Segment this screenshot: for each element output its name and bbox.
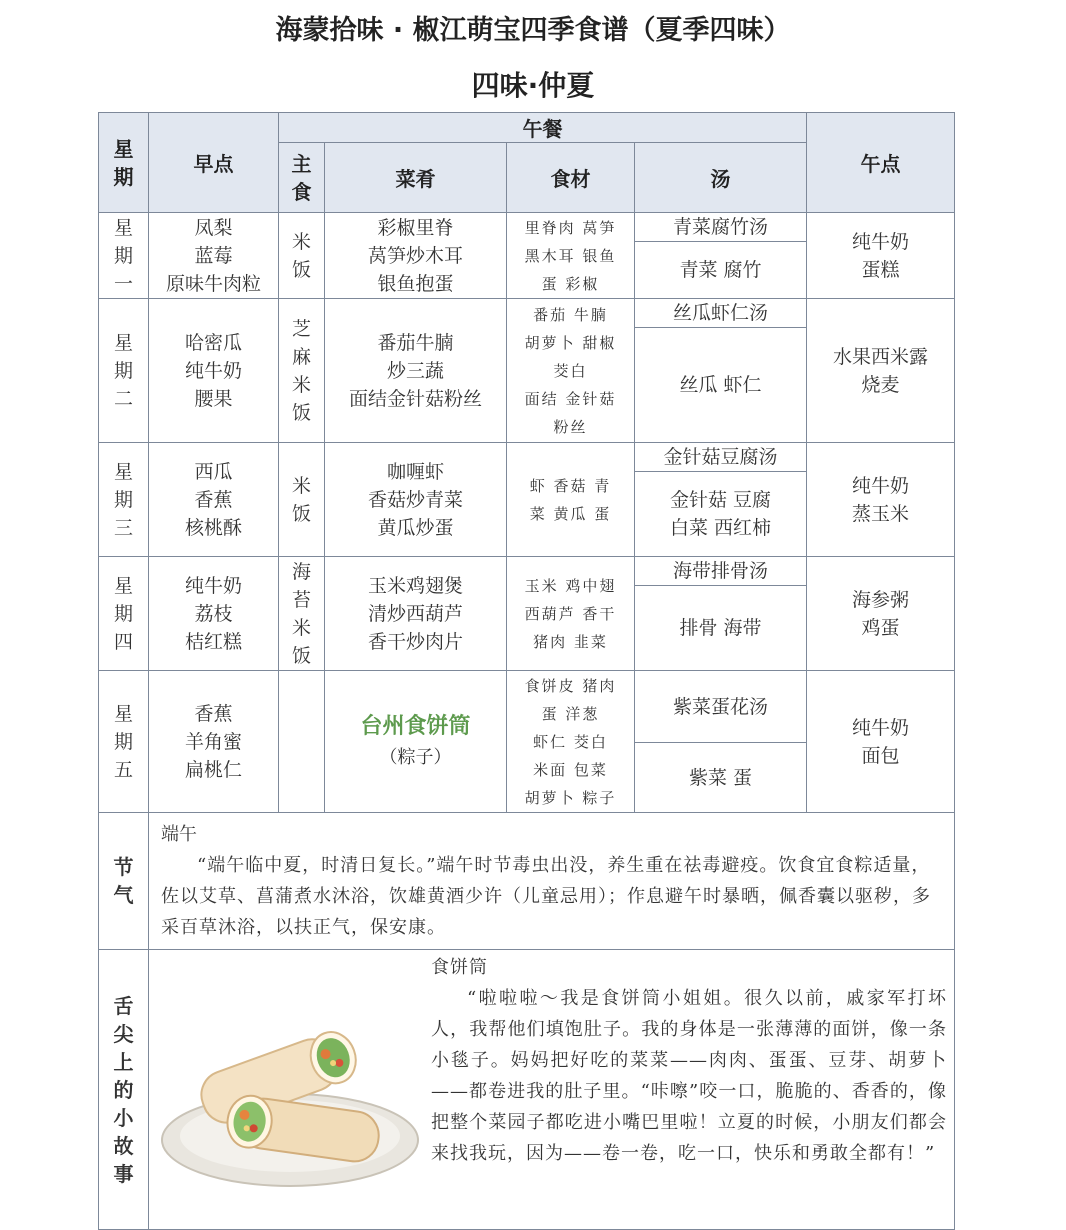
staple-cell: 米 饭 bbox=[279, 213, 325, 299]
soup-ingredients-cell: 紫菜 蛋 bbox=[635, 743, 807, 813]
dishes-cell: 彩椒里脊 莴笋炒木耳 银鱼抱蛋 bbox=[325, 213, 507, 299]
page-subtitle: 四味·仲夏 bbox=[471, 69, 595, 102]
breakfast-cell: 凤梨 蓝莓 原味牛肉粒 bbox=[149, 213, 279, 299]
day-cell: 星 期 二 bbox=[99, 299, 149, 443]
snack-cell: 纯牛奶 蛋糕 bbox=[807, 213, 955, 299]
staple-cell: 米 饭 bbox=[279, 443, 325, 557]
ingredients-cell: 里脊肉 莴笋 黑木耳 银鱼 蛋 彩椒 bbox=[507, 213, 635, 299]
breakfast-cell: 哈密瓜 纯牛奶 腰果 bbox=[149, 299, 279, 443]
ingredients-cell: 番茄 牛腩 胡萝卜 甜椒 茭白 面结 金针菇 粉丝 bbox=[507, 299, 635, 443]
staple-cell bbox=[279, 671, 325, 813]
staple-cell: 海 苔 米 饭 bbox=[279, 557, 325, 671]
soup-name-cell: 海带排骨汤 bbox=[635, 557, 807, 586]
soup-ingredients-cell: 青菜 腐竹 bbox=[635, 242, 807, 299]
featured-dish: 台州食饼筒 bbox=[360, 712, 471, 739]
header-staple: 主 食 bbox=[279, 143, 325, 213]
ingredients-cell: 虾 香菇 青 菜 黄瓜 蛋 bbox=[507, 443, 635, 557]
soup-name-cell: 金针菇豆腐汤 bbox=[635, 443, 807, 472]
day-cell: 星 期 一 bbox=[99, 213, 149, 299]
shibingtong-illustration bbox=[159, 1000, 421, 1190]
jieqi-content bbox=[149, 813, 955, 950]
story-title: 食饼筒 bbox=[431, 957, 488, 978]
story-content bbox=[149, 950, 955, 1230]
story-label: 舌 尖 上 的 小 故 事 bbox=[99, 950, 149, 1230]
soup-name-cell: 紫菜蛋花汤 bbox=[635, 671, 807, 743]
jieqi-body: “端午临中夏，时清日复长。”端午时节毒虫出没，养生重在祛毒避疫。饮食宜食粽适量，佐以艾草、菖蒲煮水沐浴，饮雄黄酒少许（儿童忌用）；作息避午时暴晒，佩香囊以驱秽，多采百草沐浴，以扶正气，保安康。 bbox=[161, 855, 931, 938]
dishes-cell: 咖喱虾 香菇炒青菜 黄瓜炒蛋 bbox=[325, 443, 507, 557]
page-title: 海蒙拾味 · 椒江萌宝四季食谱（夏季四味） bbox=[275, 15, 791, 46]
day-cell: 星 期 四 bbox=[99, 557, 149, 671]
soup-ingredients-cell: 金针菇 豆腐 白菜 西红柿 bbox=[635, 472, 807, 557]
snack-cell: 海参粥 鸡蛋 bbox=[807, 557, 955, 671]
day-cell: 星 期 五 bbox=[99, 671, 149, 813]
dishes-cell: 番茄牛腩 炒三蔬 面结金针菇粉丝 bbox=[325, 299, 507, 443]
breakfast-cell: 西瓜 香蕉 核桃酥 bbox=[149, 443, 279, 557]
soup-ingredients-cell: 丝瓜 虾仁 bbox=[635, 328, 807, 443]
soup-ingredients-cell: 排骨 海带 bbox=[635, 586, 807, 671]
jieqi-title: 端午 bbox=[161, 824, 197, 845]
featured-dish-note: （粽子） bbox=[379, 746, 452, 768]
header-snack: 午点 bbox=[807, 113, 955, 213]
snack-cell: 纯牛奶 面包 bbox=[807, 671, 955, 813]
snack-cell: 纯牛奶 蒸玉米 bbox=[807, 443, 955, 557]
dishes-cell: 玉米鸡翅煲 清炒西葫芦 香干炒肉片 bbox=[325, 557, 507, 671]
soup-name-cell: 丝瓜虾仁汤 bbox=[635, 299, 807, 328]
day-cell: 星 期 三 bbox=[99, 443, 149, 557]
breakfast-cell: 香蕉 羊角蜜 扁桃仁 bbox=[149, 671, 279, 813]
ingredients-cell: 食饼皮 猪肉 蛋 洋葱 虾仁 茭白 米面 包菜 胡萝卜 粽子 bbox=[507, 671, 635, 813]
header-breakfast: 早点 bbox=[149, 113, 279, 213]
header-ingredients: 食材 bbox=[507, 143, 635, 213]
soup-name-cell: 青菜腐竹汤 bbox=[635, 213, 807, 242]
breakfast-cell: 纯牛奶 荔枝 桔红糕 bbox=[149, 557, 279, 671]
header-soup: 汤 bbox=[635, 143, 807, 213]
menu-table bbox=[98, 112, 955, 1230]
ingredients-cell: 玉米 鸡中翅 西葫芦 香干 猪肉 韭菜 bbox=[507, 557, 635, 671]
staple-cell: 芝 麻 米 饭 bbox=[279, 299, 325, 443]
dishes-cell bbox=[325, 671, 507, 813]
header-day: 星 期 bbox=[99, 113, 149, 213]
snack-cell: 水果西米露 烧麦 bbox=[807, 299, 955, 443]
header-lunch: 午餐 bbox=[279, 113, 807, 143]
header-dishes: 菜肴 bbox=[325, 143, 507, 213]
jieqi-label: 节 气 bbox=[99, 813, 149, 950]
story-body: “啦啦啦～我是食饼筒小姐姐。很久以前，戚家军打坏人，我帮他们填饱肚子。我的身体是一张薄薄的面饼，像一条小毯子。妈妈把好吃的菜菜——肉肉、蛋蛋、豆芽、胡萝卜——都卷进我的肚子里。“咔嚓”咬一口，脆脆的、香香的，像把整个菜园子都吃进小嘴巴里啦！立夏的时候，小朋友们都会来找我玩，因为——卷一卷，吃一口，快乐和勇敢全都有！” bbox=[431, 988, 947, 1164]
